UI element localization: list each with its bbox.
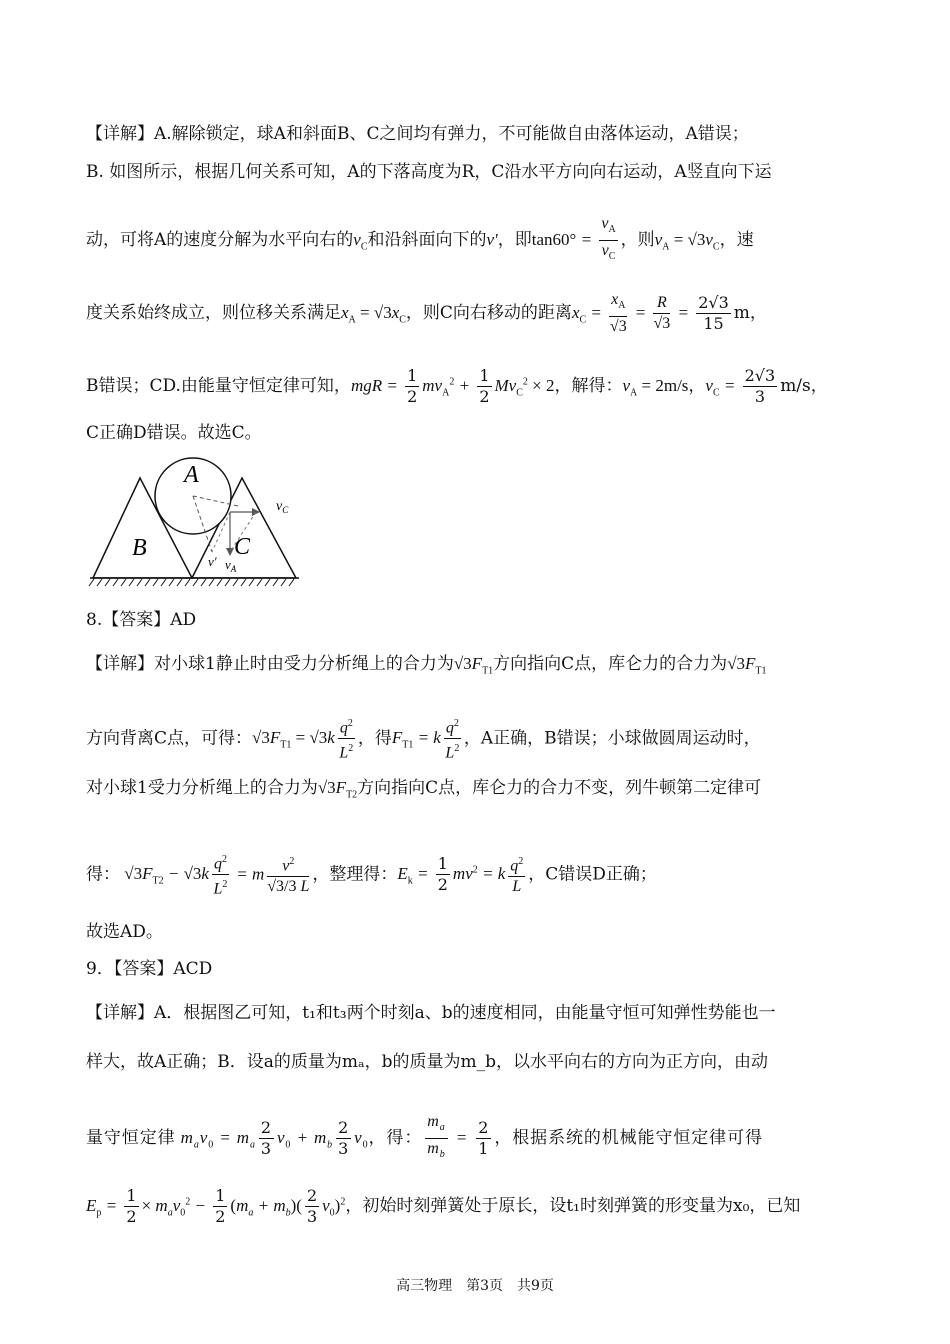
ground-hatching [89, 579, 294, 586]
q9-line-3: 量守恒定律 $m_av_0 = m_a$ $\frac{2}{3}$ $v_0 + m_b$ $\frac{2}{3}$ $v_0$，得： $\frac{m_a}{m_b}$ = $\frac{2}{1}$ ，根据系统的机械能守恒定律可得 [86, 1113, 763, 1161]
q8-line-1: 【详解】对小球1静止时由受力分析绳上的合力为$√3F_{T1}$方向指向C点，库仑力的合力为$√3F_{T1}$ [86, 654, 767, 677]
q7-line-5: B错误；CD.由能量守恒定律可知，mgR = $\frac{1}{2}$ $mv_A^2$ + $\frac{1}{2}$ $Mv_C^2 \times 2$，解得：$v_A = 2m/s$，$v_C$ = $\frac{2√3}{3}$ m/s， [86, 366, 828, 406]
label-vprime: v′ [208, 554, 217, 569]
q9-answer: 9．【答案】ACD [86, 959, 213, 979]
label-vc: $v_C$ [276, 499, 289, 515]
q7-line-4: 度关系始终成立，则位移关系满足$x_A = √3x_C$，则C向右移动的距离$x_C$ = $\frac{x_A}{√3}$ = $\frac{R}{√3}$ = $\frac{2√3}{15}$ m， [86, 291, 767, 336]
label-b: B [132, 535, 147, 561]
q9-line-4: $E_p$ = $\frac{1}{2}$ × $m_av_0^2$ − $\frac{1}{2}$ $(m_a + m_b)$( $\frac{2}{3}$ $v_0)^2$，初始时刻弹簧处于原长，设t₁时刻弹簧的形变量为x₀，已知 [86, 1186, 801, 1226]
q7-line-1: 【详解】A.解除锁定，球A和斜面B、C之间均有弹力，不可能做自由落体运动，A错误； [86, 124, 749, 144]
q9-line-1: 【详解】A．根据图乙可知，t₁和t₃两个时刻a、b的速度相同，由能量守恒可知弹性势能也一 [86, 1003, 776, 1023]
q8-line-2: 方向背离C点，可得：$√3F_{T1} = √3k$ $\frac{q^2}{L^2}$ ，得$F_{T1} = k$ $\frac{q^2}{L^2}$ ，A正确，B错误；小球做圆周运动时， [86, 714, 876, 764]
q8-line-5: 故选AD。 [86, 922, 163, 942]
label-c: C [234, 534, 251, 560]
q7-line-2: B. 如图所示，根据几何关系可知，A的下落高度为R，C沿水平方向向右运动，A竖直向下运 [86, 162, 772, 182]
q8-line-4: 得： $√3F_{T2} - √3k$ $\frac{q^2}{L^2}$ = m $\frac{v^2}{√3/3 L}$ ，整理得：$E_k$ = $\frac{1}{2}$ $mv^2 = k$ $\frac{q^2}{L}$ ，C错误D正确； [86, 850, 876, 900]
q7-line-3: 动，可将A的速度分解为水平向右的$v_C$和沿斜面向下的v′，即tan60° = $\frac{v_A}{v_C}$ ，则$v_A = √3v_C$，速 [86, 215, 754, 263]
q8-answer: 8.【答案】AD [86, 610, 197, 630]
q7-line-6: C正确D错误。故选C。 [86, 423, 262, 443]
q9-line-2: 样大，故A正确；B．设a的质量为mₐ，b的质量为m_b，以水平向右的方向为正方向，由动 [86, 1052, 768, 1072]
q8-line-3: 对小球1受力分析绳上的合力为$√3F_{T2}$方向指向C点，库仑力的合力不变，列牛顿第二定律可 [86, 778, 762, 801]
page-footer: 高三物理 第3页 共9页 [396, 1278, 554, 1294]
label-va: $v_A$ [225, 557, 237, 574]
label-a: A [184, 462, 199, 488]
q7-figure [88, 452, 303, 590]
